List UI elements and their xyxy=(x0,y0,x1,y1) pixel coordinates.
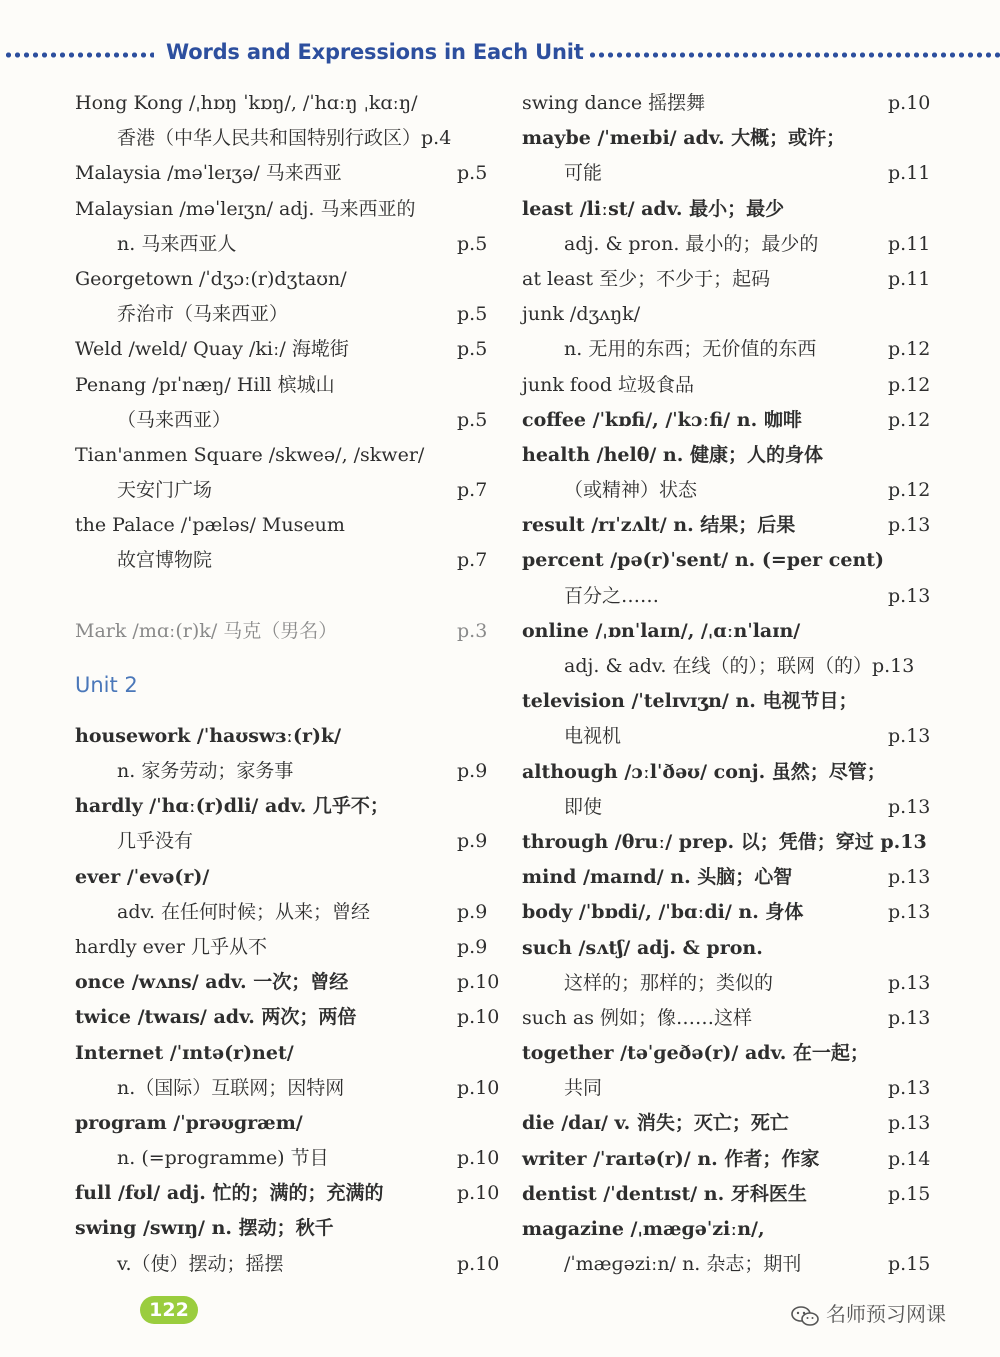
entry-line xyxy=(75,262,500,297)
entry-line xyxy=(522,438,960,473)
entry-line xyxy=(75,965,500,1000)
entry-line xyxy=(75,789,500,824)
page-header xyxy=(0,38,1000,74)
entry-text: hardly /ˈhɑː(r)dli/ adv. 几乎不； xyxy=(75,795,389,818)
entry-line xyxy=(75,1247,500,1282)
right-entries xyxy=(500,86,960,1282)
entry-line xyxy=(522,684,960,719)
page-reference: p.13 xyxy=(888,584,931,607)
watermark xyxy=(790,1298,946,1327)
entry-line xyxy=(522,719,960,754)
entry-text: mind /maɪnd/ n. 头脑；心智 xyxy=(522,866,793,889)
header-dots-left xyxy=(4,52,154,58)
entry-text: although /ɔːlˈðəʊ/ conj. 虽然；尽管； xyxy=(522,760,886,783)
entry-line xyxy=(522,614,960,649)
entry-text: 这样的；那样的；类似的 xyxy=(564,971,774,994)
entry-line xyxy=(75,86,500,121)
entry-line xyxy=(75,1141,500,1176)
page-reference: p.12 xyxy=(888,408,931,431)
entry-line xyxy=(522,966,960,1001)
entry-line xyxy=(75,1036,500,1071)
entry-text: adj. & pron. 最小的；最少的 xyxy=(564,232,819,255)
entry-text: die /daɪ/ v. 消失；灭亡；死亡 xyxy=(522,1112,789,1135)
entry-text: 故宫博物院 xyxy=(117,549,213,572)
entry-text: v.（使）摆动；摇摆 xyxy=(117,1252,284,1275)
entry-text: together /təˈɡeðə(r)/ adv. 在一起； xyxy=(522,1042,869,1065)
entry-line xyxy=(75,930,500,965)
entry-text: magazine /ˌmæɡəˈziːn/, xyxy=(522,1218,765,1240)
entry-text: Georgetown /ˈdʒɔː(r)dʒtaʊn/ xyxy=(75,267,347,290)
entry-text: full /fʊl/ adj. 忙的；满的；充满的 xyxy=(75,1182,384,1205)
page-reference: p.13 xyxy=(888,901,931,924)
entry-text: maybe /ˈmeɪbi/ adv. 大概；或许； xyxy=(522,127,846,150)
page-reference: p.15 xyxy=(888,1253,931,1276)
entry-text: Tian'anmen Square /skweə/, /skwer/ xyxy=(75,443,425,466)
entry-text: percent /pə(r)ˈsent/ n. (=per cent) xyxy=(522,549,885,572)
page-reference: p.11 xyxy=(888,267,931,290)
page-reference: p.7 xyxy=(457,549,488,572)
wechat-icon xyxy=(790,1305,820,1327)
entry-line xyxy=(522,1106,960,1141)
entry-line xyxy=(75,860,500,895)
right-column xyxy=(500,86,960,1282)
entry-text: 百分之…… xyxy=(564,584,660,607)
entry-text: n. 家务劳动；家务事 xyxy=(117,760,294,782)
entry-text: least /liːst/ adv. 最小；最少 xyxy=(522,197,785,220)
page-title: Words and Expressions in Each Unit xyxy=(166,40,584,64)
entry-text: junk food 垃圾食品 xyxy=(522,373,695,396)
entry-line xyxy=(522,227,960,262)
page-reference: p.10 xyxy=(457,1076,500,1099)
page-reference: p.5 xyxy=(457,338,488,361)
entry-line xyxy=(522,332,960,367)
entry-line xyxy=(522,579,960,614)
entry-text: n. 无用的东西；无价值的东西 xyxy=(564,338,817,361)
entry-text: adv. 在任何时候；从来；曾经 xyxy=(117,900,371,923)
entry-text: writer /ˈraɪtə(r)/ n. 作者；作家 xyxy=(522,1147,820,1170)
entry-text: Malaysian /məˈleɪʒn/ adj. 马来西亚的 xyxy=(75,197,416,220)
page-reference: p.13 xyxy=(888,1006,931,1029)
entry-text: hardly ever 几乎从不 xyxy=(75,935,268,958)
entry-text: adj. & adv. 在线（的）；联网（的）p.13 xyxy=(564,655,915,677)
entry-text: the Palace /ˈpæləs/ Museum xyxy=(75,514,345,537)
entry-text: 乔治市（马来西亚） xyxy=(117,303,289,326)
entry-text: coffee /ˈkɒfi/, /ˈkɔːfi/ n. 咖啡 xyxy=(522,408,802,431)
entry-text: health /helθ/ n. 健康；人的身体 xyxy=(522,443,823,466)
page-reference: p.13 xyxy=(888,514,931,537)
entry-line xyxy=(522,860,960,895)
entry-line xyxy=(522,86,960,121)
entry-line xyxy=(75,543,500,578)
watermark-text: 名师预习网课 xyxy=(826,1302,946,1326)
entry-text: housework /ˈhaʊswɜː(r)k/ xyxy=(75,724,342,747)
entry-line xyxy=(522,931,960,966)
entry-line xyxy=(522,473,960,508)
entry-line xyxy=(75,156,500,191)
entry-line xyxy=(75,1211,500,1246)
entry-line xyxy=(75,1176,500,1211)
entry-text: 天安门广场 xyxy=(117,479,213,502)
spacer xyxy=(0,579,500,614)
page-reference: p.10 xyxy=(888,92,931,114)
left-column xyxy=(0,86,500,1282)
page-reference: p.10 xyxy=(457,1252,500,1275)
entry-line xyxy=(522,508,960,543)
page-reference: p.12 xyxy=(888,479,931,502)
entry-line xyxy=(75,438,500,473)
entry-text: 电视机 xyxy=(564,725,622,748)
entry-line xyxy=(522,1212,960,1247)
unit-2-title: Unit 2 xyxy=(75,672,138,697)
entry-line xyxy=(522,1071,960,1106)
entry-text: at least 至少；不少于；起码 xyxy=(522,267,771,290)
page-reference: p.13 xyxy=(888,795,931,818)
entry-line xyxy=(75,1106,500,1141)
entry-line xyxy=(75,227,500,262)
entry-text: 香港（中华人民共和国特别行政区）p.4 xyxy=(117,127,452,150)
page-reference: p.7 xyxy=(457,479,488,502)
entry-line xyxy=(75,192,500,227)
entry-line xyxy=(522,262,960,297)
page-reference: p.13 xyxy=(888,971,931,994)
page-reference: p.9 xyxy=(457,830,488,853)
entry-line xyxy=(75,297,500,332)
entry-text: program /ˈprəʊɡræm/ xyxy=(75,1111,303,1134)
entry-text: online /ˌɒnˈlaɪn/, /ˌɑːnˈlaɪn/ xyxy=(522,619,801,642)
entry-text: such as 例如；像……这样 xyxy=(522,1006,753,1029)
entry-text: ever /ˈevə(r)/ xyxy=(75,865,210,888)
entry-line xyxy=(75,754,500,789)
page-reference: p.11 xyxy=(888,232,931,255)
entry-line xyxy=(522,403,960,438)
entry-line xyxy=(522,895,960,930)
entry-line xyxy=(522,825,960,860)
entry-text: through /θruː/ prep. 以；凭借；穿过 p.13 xyxy=(522,830,927,853)
unit-2-entries xyxy=(0,719,500,1282)
entry-line xyxy=(522,1247,960,1282)
entry-line xyxy=(522,297,960,332)
entry-text: swing /swɪŋ/ n. 摆动；秋千 xyxy=(75,1217,334,1240)
entry-line xyxy=(75,719,500,754)
page-reference: p.11 xyxy=(888,162,931,185)
entry-text: 可能 xyxy=(564,162,603,185)
entry-text: television /ˈtelɪvɪʒn/ n. 电视节目； xyxy=(522,690,858,713)
page-reference: p.9 xyxy=(457,760,488,782)
entry-text: Malaysia /məˈleɪʒə/ 马来西亚 xyxy=(75,162,342,185)
page-reference: p.15 xyxy=(888,1182,931,1205)
entry-line xyxy=(75,614,500,649)
entry-line xyxy=(522,649,960,684)
entry-text: Penang /pɪˈnæŋ/ Hill 槟城山 xyxy=(75,373,335,396)
page-reference: p.13 xyxy=(888,1077,931,1100)
entry-line xyxy=(522,1142,960,1177)
entry-line xyxy=(75,1071,500,1106)
entry-text: twice /twaɪs/ adv. 两次；两倍 xyxy=(75,1006,357,1029)
page-reference: p.5 xyxy=(457,232,488,255)
header-dots-right xyxy=(588,52,1000,58)
page-reference: p.13 xyxy=(888,866,931,889)
page-reference: p.9 xyxy=(457,935,488,958)
entry-line xyxy=(522,790,960,825)
entry-text: n. 马来西亚人 xyxy=(117,232,237,255)
entry-line xyxy=(522,1001,960,1036)
left-entries xyxy=(0,86,500,649)
page-reference: p.10 xyxy=(457,1147,500,1170)
page-reference: p.9 xyxy=(457,900,488,923)
entry-line xyxy=(522,192,960,227)
page-reference: p.5 xyxy=(457,408,488,431)
entry-text: swing dance 摇摆舞 xyxy=(522,92,706,114)
entry-text: junk /dʒʌŋk/ xyxy=(522,303,641,326)
entry-text: result /rɪˈzʌlt/ n. 结果；后果 xyxy=(522,514,796,537)
entry-line xyxy=(522,121,960,156)
page-reference: p.10 xyxy=(457,971,500,994)
page-reference: p.12 xyxy=(888,338,931,361)
page-reference: p.3 xyxy=(457,619,488,642)
page-reference: p.14 xyxy=(888,1147,931,1170)
entry-line xyxy=(522,755,960,790)
entry-line xyxy=(75,1000,500,1035)
entry-line xyxy=(75,403,500,438)
entry-text: （马来西亚） xyxy=(117,408,232,431)
entry-text: 几乎没有 xyxy=(117,830,194,853)
entry-line xyxy=(75,895,500,930)
entry-text: 共同 xyxy=(564,1077,603,1100)
unit-heading xyxy=(0,649,500,719)
entry-line xyxy=(75,121,500,156)
entry-text: body /ˈbɒdi/, /ˈbɑːdi/ n. 身体 xyxy=(522,901,804,924)
page-reference: p.13 xyxy=(888,725,931,748)
entry-line xyxy=(522,1036,960,1071)
entry-line xyxy=(522,543,960,578)
entry-text: Hong Kong /ˌhɒŋ ˈkɒŋ/, /ˈhɑːŋ ˌkɑːŋ/ xyxy=(75,92,418,114)
page-reference: p.10 xyxy=(457,1182,500,1205)
entry-line xyxy=(522,368,960,403)
entry-text: n. (=programme) 节目 xyxy=(117,1147,329,1170)
entry-text: /ˈmæɡəziːn/ n. 杂志；期刊 xyxy=(564,1253,802,1276)
page-reference: p.10 xyxy=(457,1006,500,1029)
entry-text: （或精神）状态 xyxy=(564,479,698,502)
page-number-badge: 122 xyxy=(140,1296,198,1324)
page-reference: p.13 xyxy=(888,1112,931,1135)
entry-text: 即使 xyxy=(564,795,603,818)
entry-line xyxy=(75,368,500,403)
page-reference: p.5 xyxy=(457,162,488,185)
entry-text: dentist /ˈdentɪst/ n. 牙科医生 xyxy=(522,1182,807,1205)
entry-text: n.（国际）互联网；因特网 xyxy=(117,1076,345,1099)
entry-text: once /wʌns/ adv. 一次；曾经 xyxy=(75,971,349,994)
entry-text: Weld /weld/ Quay /kiː/ 海墘街 xyxy=(75,338,349,361)
entry-line xyxy=(75,508,500,543)
entry-line xyxy=(75,473,500,508)
page-reference: p.5 xyxy=(457,303,488,326)
entry-text: Mark /mɑː(r)k/ 马克（男名） xyxy=(75,619,338,642)
entry-line xyxy=(75,824,500,859)
entry-text: Internet /ˈɪntə(r)net/ xyxy=(75,1041,294,1064)
page-reference: p.12 xyxy=(888,373,931,396)
entry-text: such /sʌtʃ/ adj. & pron. xyxy=(522,936,763,959)
entry-line xyxy=(522,1177,960,1212)
entry-line xyxy=(522,156,960,191)
entry-line xyxy=(75,332,500,367)
